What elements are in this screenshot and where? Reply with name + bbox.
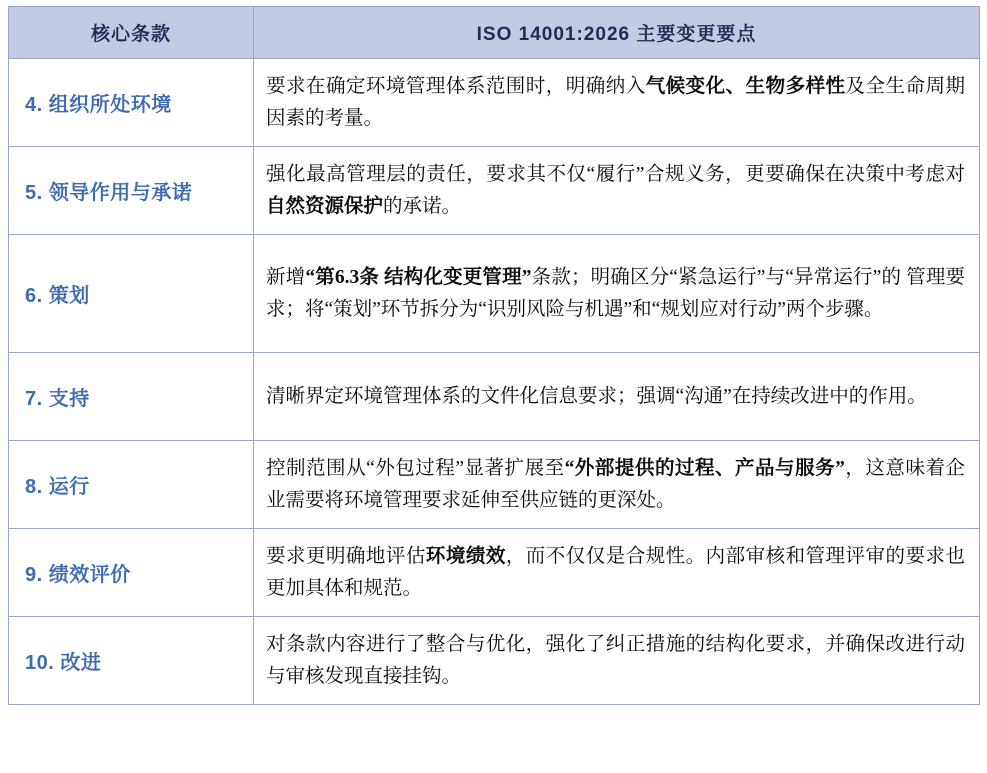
clause-label: 8. 运行 — [9, 441, 254, 529]
table-row — [9, 59, 980, 147]
table-row — [9, 529, 980, 617]
clause-label: 9. 绩效评价 — [9, 529, 254, 617]
table-header-row — [9, 7, 980, 59]
clause-description: 强化最高管理层的责任，要求其不仅“履行”合规义务，更要确保在决策中考虑对自然资源保护的承诺。 — [254, 147, 980, 235]
clause-description: 要求更明确地评估环境绩效，而不仅仅是合规性。内部审核和管理评审的要求也更加具体和规范。 — [254, 529, 980, 617]
column-header-clause: 核心条款 — [9, 7, 254, 59]
table-row — [9, 617, 980, 705]
table-row — [9, 147, 980, 235]
clause-label: 7. 支持 — [9, 353, 254, 441]
clause-changes-table — [8, 6, 980, 705]
table-row — [9, 441, 980, 529]
column-header-changes: ISO 14001:2026 主要变更要点 — [254, 7, 980, 59]
table-row — [9, 353, 980, 441]
clause-description: 要求在确定环境管理体系范围时，明确纳入气候变化、生物多样性及全生命周期因素的考量。 — [254, 59, 980, 147]
clause-description: 控制范围从“外包过程”显著扩展至“外部提供的过程、产品与服务”，这意味着企业需要将环境管理要求延伸至供应链的更深处。 — [254, 441, 980, 529]
clause-description: 对条款内容进行了整合与优化，强化了纠正措施的结构化要求，并确保改进行动与审核发现直接挂钩。 — [254, 617, 980, 705]
clause-label: 10. 改进 — [9, 617, 254, 705]
clause-label: 4. 组织所处环境 — [9, 59, 254, 147]
table-row — [9, 235, 980, 353]
clause-description: 清晰界定环境管理体系的文件化信息要求；强调“沟通”在持续改进中的作用。 — [254, 353, 980, 441]
clause-description: 新增“第6.3条 结构化变更管理”条款；明确区分“紧急运行”与“异常运行”的 管理要求；将“策划”环节拆分为“识别风险与机遇”和“规划应对行动”两个步骤。 — [254, 235, 980, 353]
clause-label: 5. 领导作用与承诺 — [9, 147, 254, 235]
table-header — [9, 7, 980, 59]
clause-label: 6. 策划 — [9, 235, 254, 353]
table-body — [9, 59, 980, 705]
